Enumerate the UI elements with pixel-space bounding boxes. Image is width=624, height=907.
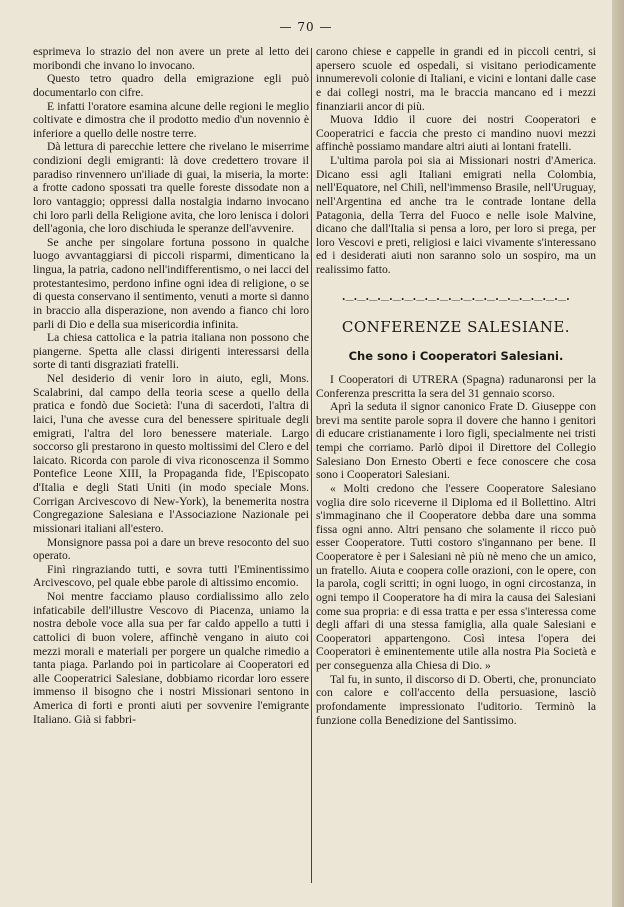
paragraph: Monsignore passa poi a dare un breve resoconto del suo operato.: [33, 535, 309, 563]
paragraph: Dà lettura di parecchie lettere che rivelano le miserrime condizioni degli emigranti: là dove credettero trovare il paradiso rinvennero un'iliade di guai, la miseria, la morte: a frotte cadono spossati tra quelle foreste dissodate non a loro vantaggio; oppressi dalla nostalgia indarno invocano chi loro parli della Religione avita, che loro lenisca i dolori dell'agonia, che loro dischiuda le speranze dell'avvenire.: [33, 140, 309, 236]
paragraph: « Molti credono che l'essere Cooperatore Salesiano voglia dire solo riceverne il Diploma ed il Bollettino. Altri s'immaginano che il Cooperatore debba dare una somma fissa ogni anno. Altri pensano che solamente il ricco può esser Cooperatore. Tutti costoro s'ingannano per bene. Il Cooperatore è per i Salesiani nè più nè meno che un amico, un fratello. Aiuta e coopera colle orazioni, con le opere, con la parola, cogli scritti; in ogni luogo, in ogni circostanza, in ogni tempo il Cooperatore ha di mira la causa dei Salesiani come sua propria: e di essa tratta e per essa s'interessa come degli affari di una stessa famiglia, alla quale Salesiani e Cooperatori appartengono. Così intesa l'opera dei Cooperatori è eminentemente utile alla nostra Pia Società e per conseguenza alla Chiesa di Dio. »: [316, 481, 596, 672]
paragraph: L'ultima parola poi sia ai Missionari nostri d'America. Dicano essi agli Italiani emigrati nella Colombia, nell'Equatore, nel Chilì, nell'immenso Brasile, nell'Uruguay, nell'Argentina ed anche tra le contrade lontane della Patagonia, della Terra del Fuoco e nelle isole Malvine, dicano che dall'Italia si pensa a loro, per loro si prega, per loro Vescovi e preti, religiosi e laici vivamente s'interessano ed i desiderati aiuti non saranno solo un sospiro, ma un realissimo fatto.: [316, 154, 596, 276]
paragraph: Nel desiderio di venir loro in aiuto, egli, Mons. Scalabrini, dal campo della teoria scese a quello della pratica e fondò due Società: l'una di sacerdoti, l'altra di laici, l'una che avesse cura del benessere spirituale degli emigrati, l'altra del loro benessere materiale. Largo soccorso gli prestarono in questo moltissimi del Clero e del laicato. Ricorda con parole di viva riconoscenza il Sommo Pontefice Leone XIII, la Propaganda fide, l'Episcopato d'Italia e degli Stati Uniti (in modo speciale Mons. Corrigan Arcivescovo di New-York), la benemerita nostra Congregazione Salesiana e l'Associazione Nazionale pei missionari italiani all'estero.: [33, 372, 309, 535]
paragraph: Tal fu, in sunto, il discorso di D. Oberti, che, pronunciato con calore e coll'accento della persuasione, lasciò profondamente impressionato l'uditorio. Terminò la funzione colla Benedizione del Santissimo.: [316, 672, 596, 727]
page-edge: [612, 0, 624, 907]
right-column: [316, 45, 596, 890]
ornamental-rule: •—•—•—•—•—•—•—•—•—•—•—•—•—•—•—•—•—•—•—•: [342, 296, 570, 303]
paragraph: Finì ringraziando tutti, e sovra tutti l'Eminentissimo Arcivescovo, pel quale ebbe parole di altissimo encomio.: [33, 562, 309, 590]
column-divider: [311, 48, 312, 883]
left-column: [33, 45, 309, 890]
paragraph: I Cooperatori di UTRERA (Spagna) radunaronsi per la Conferenza prescritta la sera del 31 gennaio scorso.: [316, 372, 596, 400]
paragraph: La chiesa cattolica e la patria italiana non possono che piangerne. Spetta alle classi dirigenti interessarsi della sorte di tanti disgraziati fratelli.: [33, 331, 309, 372]
page-number: — 70 —: [279, 20, 333, 34]
paragraph: carono chiese e cappelle in grandi ed in piccoli centri, si apersero scuole ed ospedali, si visitano periodicamente innumerevoli colonie di Italiani, e vicini e lontani dalle case e dai collegi nostri, ma le braccia mancano ed i mezzi finanziarii ancor di più.: [316, 45, 596, 113]
paragraph: Muova Iddio il cuore dei nostri Cooperatori e Cooperatrici e faccia che presto ci mandino nuovi mezzi affinchè possiamo mandare altri aiuti ai lontani fratelli.: [316, 113, 596, 154]
paragraph: E infatti l'oratore esamina alcune delle regioni le meglio coltivate e dimostra che il prodotto medio d'un novennio è inferiore a quello delle nostre terre.: [33, 99, 309, 140]
paragraph: Aprì la seduta il signor canonico Frate D. Giuseppe con brevi ma sentite parole sopra il dovere che hanno i genitori di educare cristianamente i loro figli, specialmente nei tristi tempi che corriamo. Parlò dipoi il Direttore del Collegio Salesiano Don Ernesto Oberti e fece conoscere che cosa sono i Cooperatori Salesiani.: [316, 400, 596, 482]
section-subtitle: Che sono i Cooperatori Salesiani.: [348, 349, 564, 364]
section-title: CONFERENZE SALESIANE.: [341, 317, 571, 336]
paragraph: Se anche per singolare fortuna possono in qualche luogo avvantaggiarsi di piccoli risparmi, dimenticano la lingua, la patria, cadono nell'indifferentismo, o nei lacci del protestantesimo, perdono infine ogni idea di religione, o se di questa conservano il sentimento, venuti a morte si danno in braccio alla disperazione, non avendo a fianco chi loro parli di Dio e della sua misericordia infinita.: [33, 235, 309, 331]
paragraph: esprimeva lo strazio del non avere un prete al letto dei moribondi che invano lo invocano.: [33, 45, 309, 72]
paragraph: Noi mentre facciamo plauso cordialissimo allo zelo infaticabile dell'illustre Vescovo di Piacenza, uniamo la nostra debole voce alla sua per far caldo appello a tutti i cattolici di buon volere, affinchè vengano in aiuto coi mezzi morali e materiali per porgere un qualche rimedio a tanta piaga. Parlando poi in particolare ai Cooperatori ed alle Cooperatrici Salesiane, dobbiamo ricordar loro essere immenso il bisogno che i nostri Missionari sentono in America di forti e pronti aiuti per sovvenire l'emigrante Italiano. Già si fabbri-: [33, 590, 309, 726]
paragraph: Questo tetro quadro della emigrazione egli può documentarlo con cifre.: [33, 72, 309, 99]
